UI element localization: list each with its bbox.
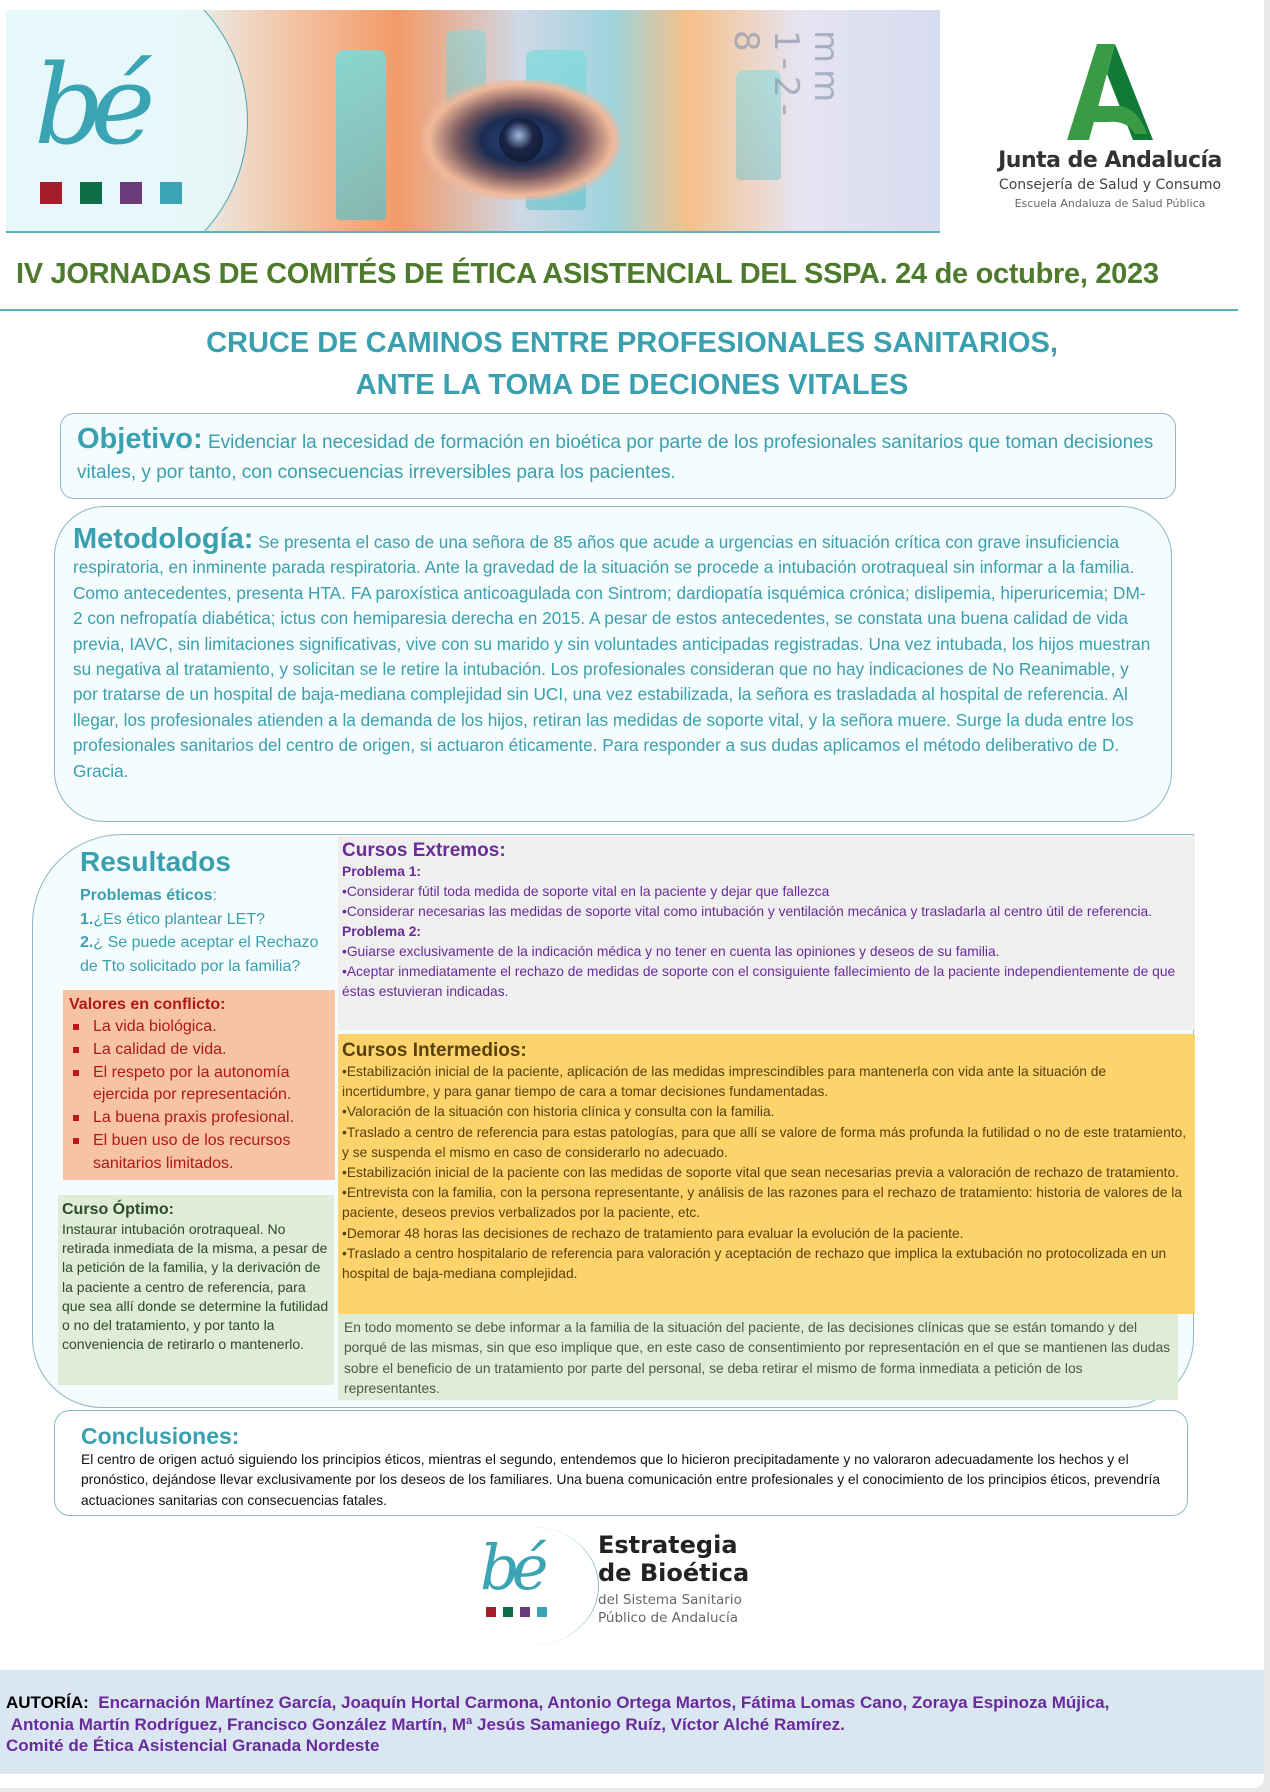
valores-en-conflicto <box>63 990 335 1180</box>
problemas-colon: : <box>212 887 217 904</box>
conclusiones-text: El centro de origen actuó siguiendo los principios éticos, mientras el segundo, entendemos que lo hicieron precipitadamente y no valoraron adecuadamente los hechos y el pronóstico, dejándose llevar exclusivamente por los deseos de los familiares. Una buena comunicación entre profesionales y el conocimiento de los principios éticos, prevendría actuaciones sanitarias con consecuencias fatales. <box>81 1452 1161 1508</box>
resultados-heading: Resultados <box>80 846 231 877</box>
be-logo-squares <box>486 1607 547 1617</box>
metodologia-heading: Metodología: <box>73 523 254 555</box>
be-logo-letters: bé <box>480 1531 541 1604</box>
main-title-line2: ANTE LA TOMA DE DECIONES VITALES <box>355 369 909 401</box>
junta-andalucia-logo <box>990 44 1230 224</box>
valores-heading: Valores en conflicto: <box>69 996 226 1013</box>
extremo-item: •Aceptar inmediatamente el rechazo de medidas de soporte con el consiguiente fallecimiento de la paciente independientemente de que éstas estuvieran indicadas. <box>342 964 1176 999</box>
informar-familia-note: En todo momento se debe informar a la familia de la situación del paciente, de las decisiones clínicas que se están tomando y del porqué de las mismas, sin que eso implique que, en este caso de consentimiento por representación en el que se mantienen las dudas sobre el beneficio de un tratamiento por parte del personal, se deba retirar el mismo de forma inmediata a petición de los representantes. <box>338 1314 1178 1400</box>
estrategia-bioetica-logo <box>478 1527 778 1647</box>
intermedio-item: •Estabilización inicial de la paciente con las medidas de soporte vital que sean necesarias previa a valoración de rechazo de tratamiento. <box>342 1165 1179 1181</box>
problema-2-label: Problema 2: <box>342 924 421 939</box>
junta-name: Junta de Andalucía <box>998 148 1222 173</box>
estrategia-line2: de Bioética <box>598 1559 750 1587</box>
logo-square-green <box>80 182 102 204</box>
logo-square-purple <box>120 182 142 204</box>
metodologia-section <box>54 506 1172 822</box>
committee-name: Comité de Ética Asistencial Granada Nordeste <box>6 1736 380 1755</box>
problema-text: ¿ Se puede aceptar el Rechazo de Tto solicitado por la familia? <box>80 934 319 975</box>
junta-escuela: Escuela Andaluza de Salud Pública <box>1014 197 1206 210</box>
banner-ruler-text: mm 1-2-8 <box>726 30 846 122</box>
conclusiones-heading: Conclusiones: <box>81 1423 240 1449</box>
valor-item: La calidad de vida. <box>69 1039 329 1062</box>
intermedio-item: •Valoración de la situación con historia clínica y consulta con la familia. <box>342 1104 775 1120</box>
estrategia-line3: del Sistema Sanitario <box>598 1592 742 1608</box>
optimo-text: Instaurar intubación orotraqueal. No retirada inmediata de la misma, a pesar de la petición de la familia, y la derivación de la paciente a centro de referencia, para que sea allí donde se determine la futilidad o no del tratamiento, y por tanto la conveniencia de retirarlo o mantenerlo. <box>62 1221 329 1353</box>
extremo-item: •Considerar necesarias las medidas de soporte vital como intubación y ventilación mecánica y trasladarla al centro útil de referencia. <box>342 904 1153 919</box>
event-title: IV JORNADAS DE COMITÉS DE ÉTICA ASISTENCIAL DEL SSPA. 24 de octubre, 2023 <box>16 258 1159 290</box>
be-logo-squares <box>40 182 182 204</box>
main-title <box>0 322 1264 406</box>
estrategia-line1: Estrategia <box>598 1531 738 1559</box>
be-logo-letters: bé <box>34 41 142 169</box>
intermedio-item: •Estabilización inicial de la paciente, aplicación de las medidas imprescindibles para mantenerla con vida ante la situación de incertidumbre, y para ganar tiempo de cara a tomar decisiones fundamentadas. <box>342 1064 1107 1100</box>
extremo-item: •Considerar fútil toda medida de soporte vital en la paciente y dejar que fallezca <box>342 884 830 899</box>
main-title-line1: CRUCE DE CAMINOS ENTRE PROFESIONALES SANITARIOS, <box>206 327 1058 359</box>
logo-square-green <box>503 1607 513 1617</box>
header-banner-image <box>6 10 940 233</box>
junta-consejeria: Consejería de Salud y Consumo <box>998 177 1222 193</box>
curso-optimo <box>58 1195 334 1385</box>
eye-pupil <box>499 118 543 162</box>
valor-item: El respeto por la autonomía ejercida por representación. <box>69 1062 329 1108</box>
problema-item <box>80 908 340 932</box>
cursos-intermedios <box>338 1034 1195 1314</box>
valor-item: La buena praxis profesional. <box>69 1107 329 1130</box>
optimo-heading: Curso Óptimo: <box>62 1201 174 1218</box>
extremo-item: •Guiarse exclusivamente de la indicación médica y no tener en cuenta las opiniones y deseos de su familia. <box>342 944 1000 959</box>
valores-list <box>69 1016 329 1176</box>
intermedio-item: •Traslado a centro hospitalario de referencia para valoración y aceptación de rechazo que implica la extubación no protocolizada en un hospital de baja-mediana complejidad. <box>342 1245 1167 1282</box>
problemas-eticos <box>80 884 340 978</box>
junta-a-icon <box>1055 44 1165 140</box>
problemas-label: Problemas éticos <box>80 887 213 904</box>
estrategia-line4: Público de Andalucía <box>598 1610 739 1626</box>
intermedio-item: •Traslado a centro de referencia para estas patologías, para que allí se valore de forma más profunda la futilidad o no de este tratamiento, y se suspenda el mismo en caso de considerarlo no adecuado. <box>342 1124 1187 1160</box>
valor-item: La vida biológica. <box>69 1016 329 1039</box>
objetivo-section <box>60 413 1176 499</box>
logo-square-red <box>40 182 62 204</box>
objetivo-text: Evidenciar la necesidad de formación en bioética por parte de los profesionales sanitarios que toman decisiones vitales, y por tanto, con consecuencias irreversibles para los pacientes. <box>77 432 1154 483</box>
problema-text: ¿Es ético plantear LET? <box>93 910 265 928</box>
problema-1-label: Problema 1: <box>342 864 421 879</box>
logo-square-purple <box>520 1607 530 1617</box>
logo-square-teal <box>537 1607 547 1617</box>
estrategia-subtitle <box>598 1591 742 1627</box>
chess-piece-icon <box>336 50 386 220</box>
problema-num: 2. <box>80 934 94 951</box>
intermedios-heading: Cursos Intermedios: <box>342 1040 527 1061</box>
problema-item <box>80 931 340 978</box>
autoria-footer <box>0 1670 1264 1774</box>
cursos-extremos <box>338 836 1195 1030</box>
authors-line2: Antonia Martín Rodríguez, Francisco González Martín, Mª Jesús Samaniego Ruíz, Víctor Alché Ramírez. <box>10 1714 845 1734</box>
autoria-label: AUTORÍA: <box>6 1693 89 1712</box>
title-divider <box>0 309 1238 311</box>
intermedio-item: •Entrevista con la familia, con la persona representante, y análisis de las razones para el rechazo de tratamiento: historia de valores de la paciente, deseos previos verbalizados por la paciente, etc. <box>342 1185 1183 1221</box>
estrategia-title <box>598 1531 749 1587</box>
conclusiones-section <box>54 1410 1188 1516</box>
metodologia-text: Se presenta el caso de una señora de 85 años que acude a urgencias en situación crítica con grave insuficiencia respiratoria, en inminente parada respiratoria. Ante la gravedad de la situación se procede a intubación orotraqueal sin informar a la familia. Como antecedentes, presenta HTA. FA paroxística anticoagulada con Sintrom; dardiopatía isquémica crónica; dislipemia, hiperuricemia; DM-2 con nefropatía diabética; ictus con hemiparesia derecha en 2015. A pesar de estos antecedentes, se constata una buena calidad de vida previa, IAVC, sin limitaciones significativas, vive con su marido y sin voluntades anticipadas registradas. Una vez intubada, los hijos muestran su negativa al tratamiento, y solicitan se le retire la intubación. Los profesionales consideran que no hay indicaciones de No Reanimable, y por tratarse de un hospital de baja-mediana complejidad sin UCI, una vez estabilizada, la señora es trasladada al hospital de referencia. Al llegar, los profesionales atienden a la demanda de los hijos, retiran las medidas de soporte vital, y la señora muere. Surge la duda entre los profesionales sanitarios del centro de origen, si actuaron éticamente. Para responder a sus dudas aplicamos el método deliberativo de D. Gracia. <box>73 532 1151 781</box>
logo-square-red <box>486 1607 496 1617</box>
intermedio-item: •Demorar 48 horas las decisiones de rechazo de tratamiento para evaluar la evolución de la paciente. <box>342 1225 964 1241</box>
extremos-heading: Cursos Extremos: <box>342 840 506 861</box>
objetivo-heading: Objetivo: <box>77 423 203 455</box>
authors-line1: Encarnación Martínez García, Joaquín Hortal Carmona, Antonio Ortega Martos, Fátima Lomas Cano, Zoraya Espinoza Mújica, <box>98 1693 1110 1712</box>
valor-item: El buen uso de los recursos sanitarios limitados. <box>69 1130 329 1176</box>
logo-square-teal <box>160 182 182 204</box>
be-logo <box>34 41 194 215</box>
problema-num: 1. <box>80 910 94 928</box>
